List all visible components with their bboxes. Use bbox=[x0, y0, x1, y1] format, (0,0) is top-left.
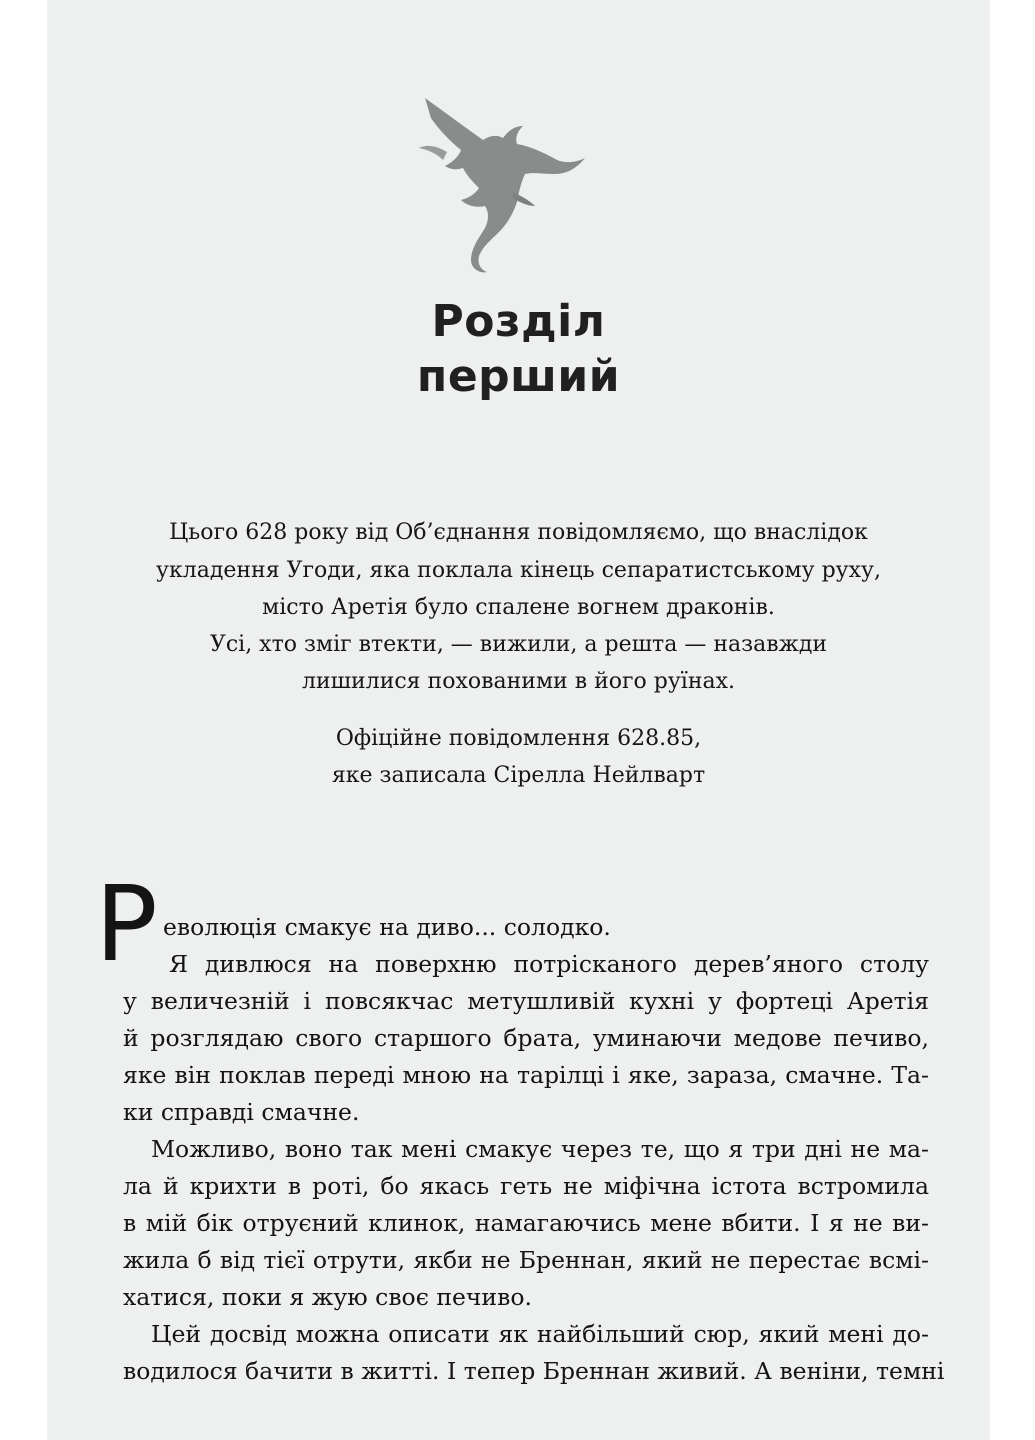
epigraph-line: лишилися похованими в його руїнах. bbox=[301, 669, 736, 694]
body-line: ки справді смачне. bbox=[123, 1098, 360, 1126]
body-line: яке він поклав переді мною на тарілці і яке, зараза, смачне. Та- bbox=[123, 1061, 929, 1089]
epigraph-attribution: Офіційне повідомлення 628.85, bbox=[335, 726, 702, 751]
dragon-icon bbox=[417, 96, 587, 276]
body-line: у величезній і повсякчас метушливій кухні у фортеці Аретія bbox=[123, 987, 929, 1015]
body-line: в мій бік отруєний клинок, намагаючись мене вбити. І я не ви- bbox=[123, 1209, 929, 1237]
epigraph-attribution: яке записала Сірелла Нейлварт bbox=[331, 763, 706, 788]
chapter-title-line1: Розділ bbox=[431, 296, 606, 347]
body-line: Я дивлюся на поверхню потрісканого дерев’яного столу bbox=[169, 950, 929, 978]
body-line: й розглядаю свого старшого брата, уминаючи медове печиво, bbox=[123, 1024, 929, 1052]
body-line: Цей досвід можна описати як найбільший сюр, який мені до- bbox=[151, 1320, 929, 1348]
epigraph-line: Усі, хто зміг втекти, — вижили, а решта — назавжди bbox=[209, 632, 828, 657]
body-line: водилося бачити в житті. І тепер Бреннан живий. А веніни, темні bbox=[123, 1357, 945, 1385]
epigraph-line: Цього 628 року від Об’єднання повідомляємо, що внаслідок bbox=[169, 520, 868, 545]
body-line: Можливо, воно так мені смакує через те, що я три дні не ма- bbox=[151, 1135, 929, 1163]
body-line: ла й крихти в роті, бо якась геть не міфічна істота встромила bbox=[123, 1172, 929, 1200]
drop-cap: Р bbox=[95, 863, 158, 985]
body-line: жила б від тієї отрути, якби не Бреннан, який не перестає всмі- bbox=[123, 1246, 929, 1274]
body-line: еволюція смакує на диво... солодко. bbox=[163, 913, 611, 941]
book-page bbox=[47, 0, 990, 1440]
epigraph-line: місто Аретія було спалене вогнем драконів. bbox=[262, 595, 775, 620]
epigraph-line: укладення Угоди, яка поклала кінець сепаратистському руху, bbox=[156, 558, 881, 583]
chapter-title-line2: перший bbox=[416, 351, 621, 402]
body-line: хатися, поки я жую своє печиво. bbox=[123, 1283, 532, 1311]
